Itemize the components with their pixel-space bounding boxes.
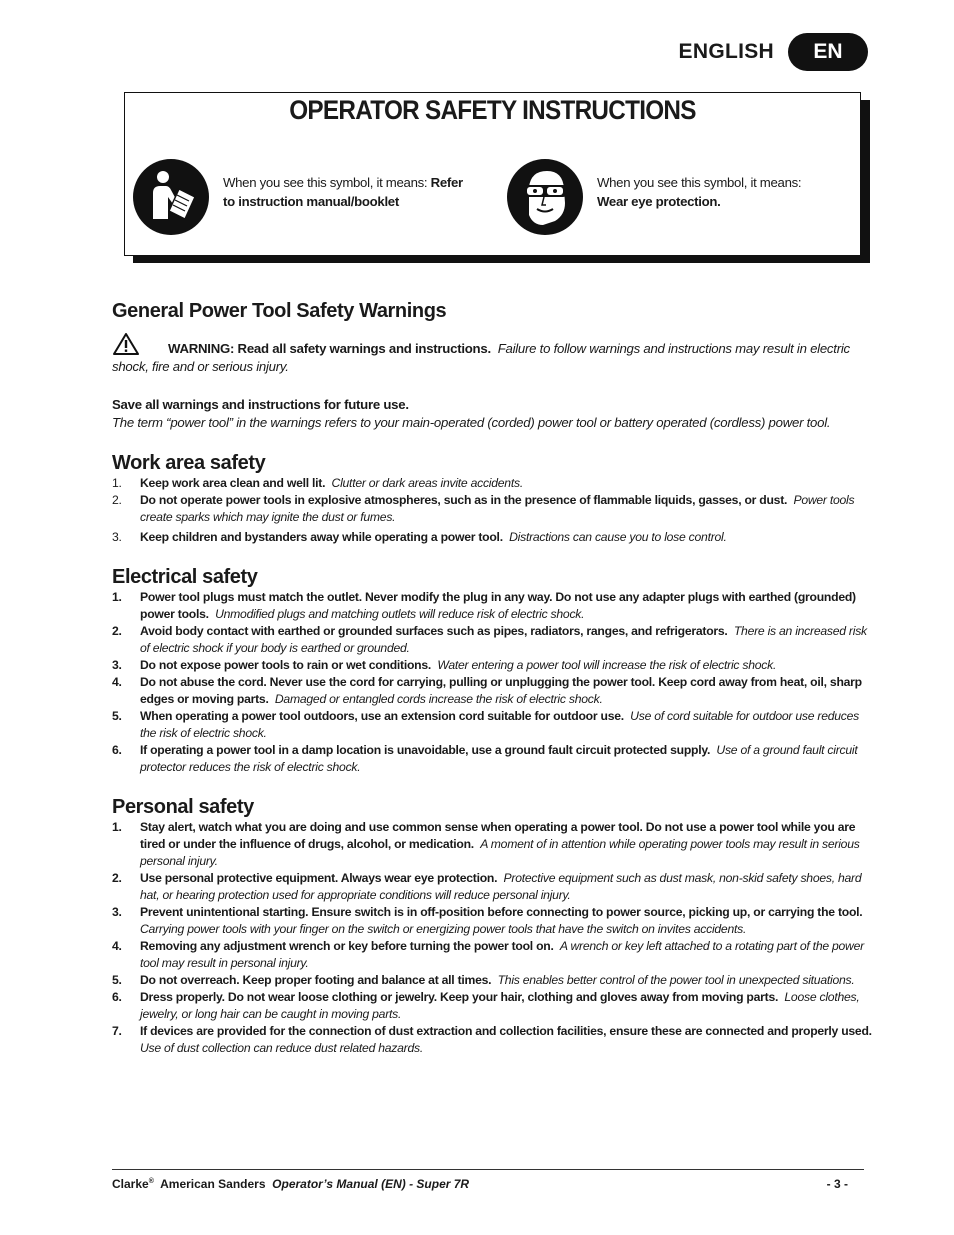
safety-instructions-box [124,92,861,256]
page-number: - 3 - [826,1177,848,1191]
symbol-manual [133,161,471,235]
list-item: 2. Avoid body contact with earthed or grounded surfaces such as pipes, radiators, ranges, and refrigerators. There is an increased risk of electric shock if your body is earthed or grounded. [112,624,867,655]
symbol-eye-text [597,161,827,211]
list-item: 5. When operating a power tool outdoors, use an extension cord suitable for outdoor use. Use of cord suitable for outdoor use reduces the risk of electric shock. [112,709,859,740]
general-warning [112,340,872,376]
list-item: 6. If operating a power tool in a damp location is unavoidable, use a ground fault circuit protected supply. Use of a ground fault circuit protector reduces the risk of electric shock. [112,743,858,774]
symbol-manual-desc: When you see this symbol, it means: [223,175,431,190]
save-instructions [112,396,872,432]
list-item: 2. Use personal protective equipment. Always wear eye protection. Protective equipment such as dust mask, non-skid safety shoes, hard hat, or hearing protection used for appropriate conditions will reduce personal injury. [112,871,862,902]
work-area-heading: Work area safety [112,452,266,474]
symbol-manual-meaning: Refer to instruction manual/booklet [223,175,463,209]
list-item: 7. If devices are provided for the connection of dust extraction and collection facilities, ensure these are connected and properly used. Use of dust collection can reduce dust related hazards. [112,1024,872,1055]
main-content [112,300,872,1057]
registered-mark: ® [148,1178,154,1185]
list-item: 6. Dress properly. Do not wear loose clothing or jewelry. Keep your hair, clothing and gloves away from moving parts. Loose clothes, jewelry, or long hair can be caught in moving parts. [112,990,860,1021]
footer-company: American Sanders [160,1177,266,1191]
symbol-eye-meaning: Wear eye protection. [597,194,721,209]
work-area-list [112,475,872,546]
save-bold: Save all warnings and instructions for future use. [112,397,409,412]
electrical-list [112,589,872,776]
language-label: ENGLISH [678,40,774,63]
symbol-eye [507,161,827,235]
footer-manual-info [112,1177,469,1191]
page-footer [112,1177,848,1191]
personal-list [112,819,872,1057]
list-item: 5. Do not overreach. Keep proper footing and balance at all times. This enables better control of the power tool in unexpected situations. [112,973,855,987]
read-manual-icon [133,159,209,235]
list-item: 4. Do not abuse the cord. Never use the cord for carrying, pulling or unplugging the power tool. Keep cord away from heat, oil, sharp edges or moving parts. Damaged or entangled cords increase the risk of electric shock. [112,675,862,706]
personal-heading: Personal safety [112,796,254,818]
eye-protection-icon [507,159,583,235]
term-italic: The term “power tool” in the warnings refers to your main-operated (corded) power tool or battery operated (cordless) power tool. [112,415,831,430]
footer-manual-title: Operator’s Manual (EN) - Super 7R [272,1177,470,1191]
symbol-manual-text [223,161,471,211]
list-item: 3. Keep children and bystanders away while operating a power tool. Distractions can cause you to lose control. [112,530,727,544]
symbol-eye-desc: When you see this symbol, it means: [597,175,802,190]
warning-triangle-icon [112,332,140,356]
language-indicator [679,33,868,71]
warning-italic: Failure to follow warnings and instructions may result in electric shock, fire and or serious injury. [112,341,850,374]
list-item: 2. Do not operate power tools in explosive atmospheres, such as in the presence of flammable liquids, gasses, or dust. Power tools create sparks which may ignite the dust or fumes. [112,493,855,524]
safety-title: OPERATOR SAFETY INSTRUCTIONS [289,95,696,125]
footer-brand: Clarke [112,1177,149,1191]
general-heading: General Power Tool Safety Warnings [112,300,447,322]
warning-bold: WARNING: Read all safety warnings and instructions. [168,341,491,356]
list-item: 4. Removing any adjustment wrench or key before turning the power tool on. A wrench or key left attached to a rotating part of the power tool may result in personal injury. [112,939,864,970]
electrical-heading: Electrical safety [112,566,258,588]
warning-paragraph [112,340,872,376]
list-item: 3. Prevent unintentional starting. Ensure switch is in off-position before connecting to power source, picking up, or carrying the tool. Carrying power tools with your finger on the switch or energizing power tools that have the switch on invites accidents. [112,905,863,936]
list-item: 1. Stay alert, watch what you are doing and use common sense when operating a power tool. Do not use a power tool while you are tired or under the influence of drugs, alcohol, or medication. A moment of in attention while operating power tools may result in serious personal injury. [112,820,860,868]
footer-divider [112,1169,864,1170]
list-item: 3. Do not expose power tools to rain or wet conditions. Water entering a power tool will increase the risk of electric shock. [112,658,777,672]
language-code-badge: EN [788,33,868,71]
list-item: 1. Power tool plugs must match the outlet. Never modify the plug in any way. Do not use any adapter plugs with earthed (grounded) power tools. Unmodified plugs and matching outlets will reduce risk of electric shock. [112,590,856,621]
list-item: 1. Keep work area clean and well lit. Clutter or dark areas invite accidents. [112,476,523,490]
